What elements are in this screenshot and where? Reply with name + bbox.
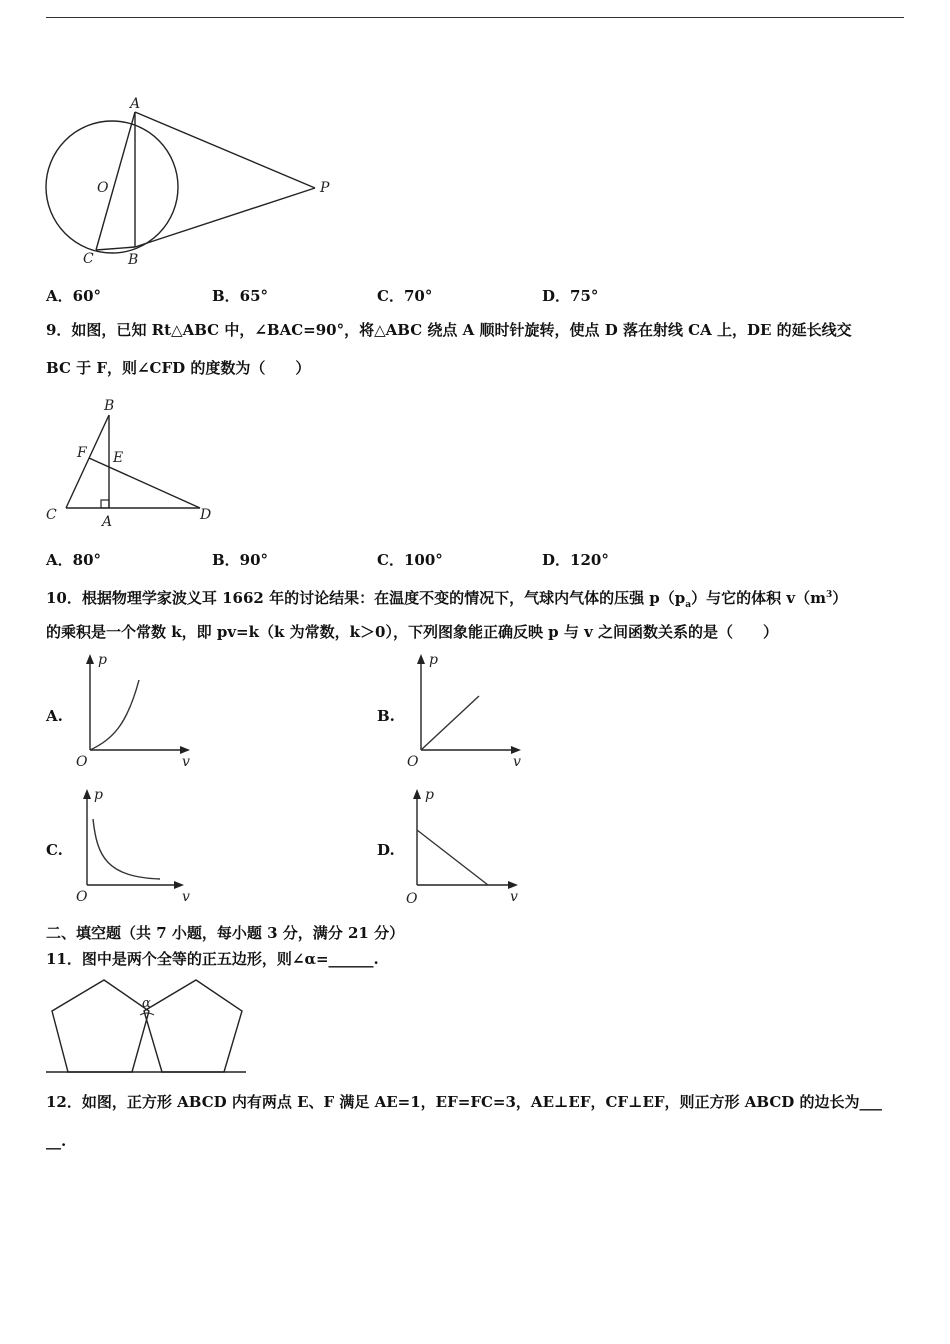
label-f: F (77, 445, 87, 461)
graph-line (421, 696, 479, 750)
angle-alpha-arc (140, 1013, 154, 1015)
label-c: C (46, 507, 57, 523)
label-a: A (130, 96, 141, 112)
axis-label-v: v (510, 889, 518, 905)
q9-line1: 9．如图，已知 Rt△ABC 中，∠BAC=90°，将△ABC 绕点 A 顺时针旋转，使点 D 落在射线 CA 上，DE 的延长线交 (46, 321, 852, 339)
label-d: D (200, 507, 212, 523)
label-a: A (102, 514, 113, 530)
graph-curve (90, 680, 139, 750)
x-axis-arrow (508, 881, 518, 889)
y-axis-arrow (86, 654, 94, 664)
tangent-ap (135, 112, 315, 188)
q9-triangle-figure (42, 395, 217, 530)
alpha-label: α (142, 996, 151, 1011)
q9-option-a: A．80° (46, 551, 102, 569)
right-angle-mark (101, 500, 109, 508)
y-axis-arrow (83, 789, 91, 799)
label-c: C (83, 251, 94, 267)
axis-label-p: p (98, 652, 107, 668)
q12-line1: 12．如图，正方形 ABCD 内有两点 E、F 满足 AE=1，EF=FC=3，AE⊥EF，CF⊥EF，则正方形 ABCD 的边长为___ (46, 1093, 883, 1111)
label-p: P (320, 180, 330, 196)
axis-label-v: v (182, 889, 190, 905)
q9-line2: BC 于 F，则∠CFD 的度数为（ ） (46, 359, 311, 377)
q8-option-b: B．65° (212, 287, 269, 305)
label-e: E (113, 450, 124, 466)
right-pentagon (144, 980, 242, 1072)
graph-line (417, 830, 488, 885)
axis-label-p: p (429, 652, 438, 668)
segment-cb (96, 247, 135, 250)
q8-circle-tangent-figure (40, 95, 340, 270)
origin-label: O (406, 891, 418, 907)
q8-option-d: D．75° (542, 287, 599, 305)
q10-option-d-label: D. (377, 841, 395, 859)
q8-option-a: A．60° (46, 287, 102, 305)
x-axis-arrow (180, 746, 190, 754)
y-axis-arrow (417, 654, 425, 664)
segment-cb (66, 415, 109, 508)
label-o: O (97, 180, 109, 196)
q10-option-b-label: B. (377, 707, 395, 725)
q10-option-a-label: A. (46, 707, 63, 725)
axis-label-p: p (425, 787, 434, 803)
tangent-bp (135, 188, 315, 247)
x-axis-arrow (511, 746, 521, 754)
q10-option-c-label: C. (46, 841, 63, 859)
axis-label-v: v (513, 754, 521, 770)
q12-line2: __. (46, 1132, 67, 1150)
graph-curve (93, 819, 160, 879)
header-rule (46, 17, 904, 18)
q10-line1: 10．根据物理学家波义耳 1662 年的讨论结果：在温度不变的情况下，气球内气体的压强 $p(p_a)$与它的体积 $v(m^3)$ (46, 589, 848, 610)
q11-text: 11．图中是两个全等的正五边形，则∠α=______. (46, 950, 379, 968)
label-b: B (128, 252, 139, 268)
q10-line2: 的乘积是一个常数 k，即 pv=k（k 为常数，k＞0），下列图象能正确反映 p 与 v 之间函数关系的是（ ） (46, 623, 779, 641)
circle-o (46, 121, 178, 253)
q10-graph-c (72, 785, 197, 905)
origin-label: O (76, 754, 88, 770)
q10-graph-a (72, 650, 197, 770)
axis-label-v: v (182, 754, 190, 770)
left-pentagon (52, 980, 149, 1072)
q9-option-c: C．100° (377, 551, 443, 569)
q10-graph-b (403, 650, 528, 770)
origin-label: O (407, 754, 419, 770)
q9-option-d: D．120° (542, 551, 609, 569)
q9-option-b: B．90° (212, 551, 269, 569)
origin-label: O (76, 889, 88, 905)
label-b: B (104, 398, 115, 414)
y-axis-arrow (413, 789, 421, 799)
q10-graph-d (400, 785, 525, 905)
axis-label-p: p (94, 787, 103, 803)
section-2-title: 二、填空题（共 7 小题，每小题 3 分，满分 21 分） (46, 924, 405, 942)
q8-option-c: C．70° (377, 287, 433, 305)
q11-pentagons-figure (44, 975, 249, 1080)
x-axis-arrow (174, 881, 184, 889)
